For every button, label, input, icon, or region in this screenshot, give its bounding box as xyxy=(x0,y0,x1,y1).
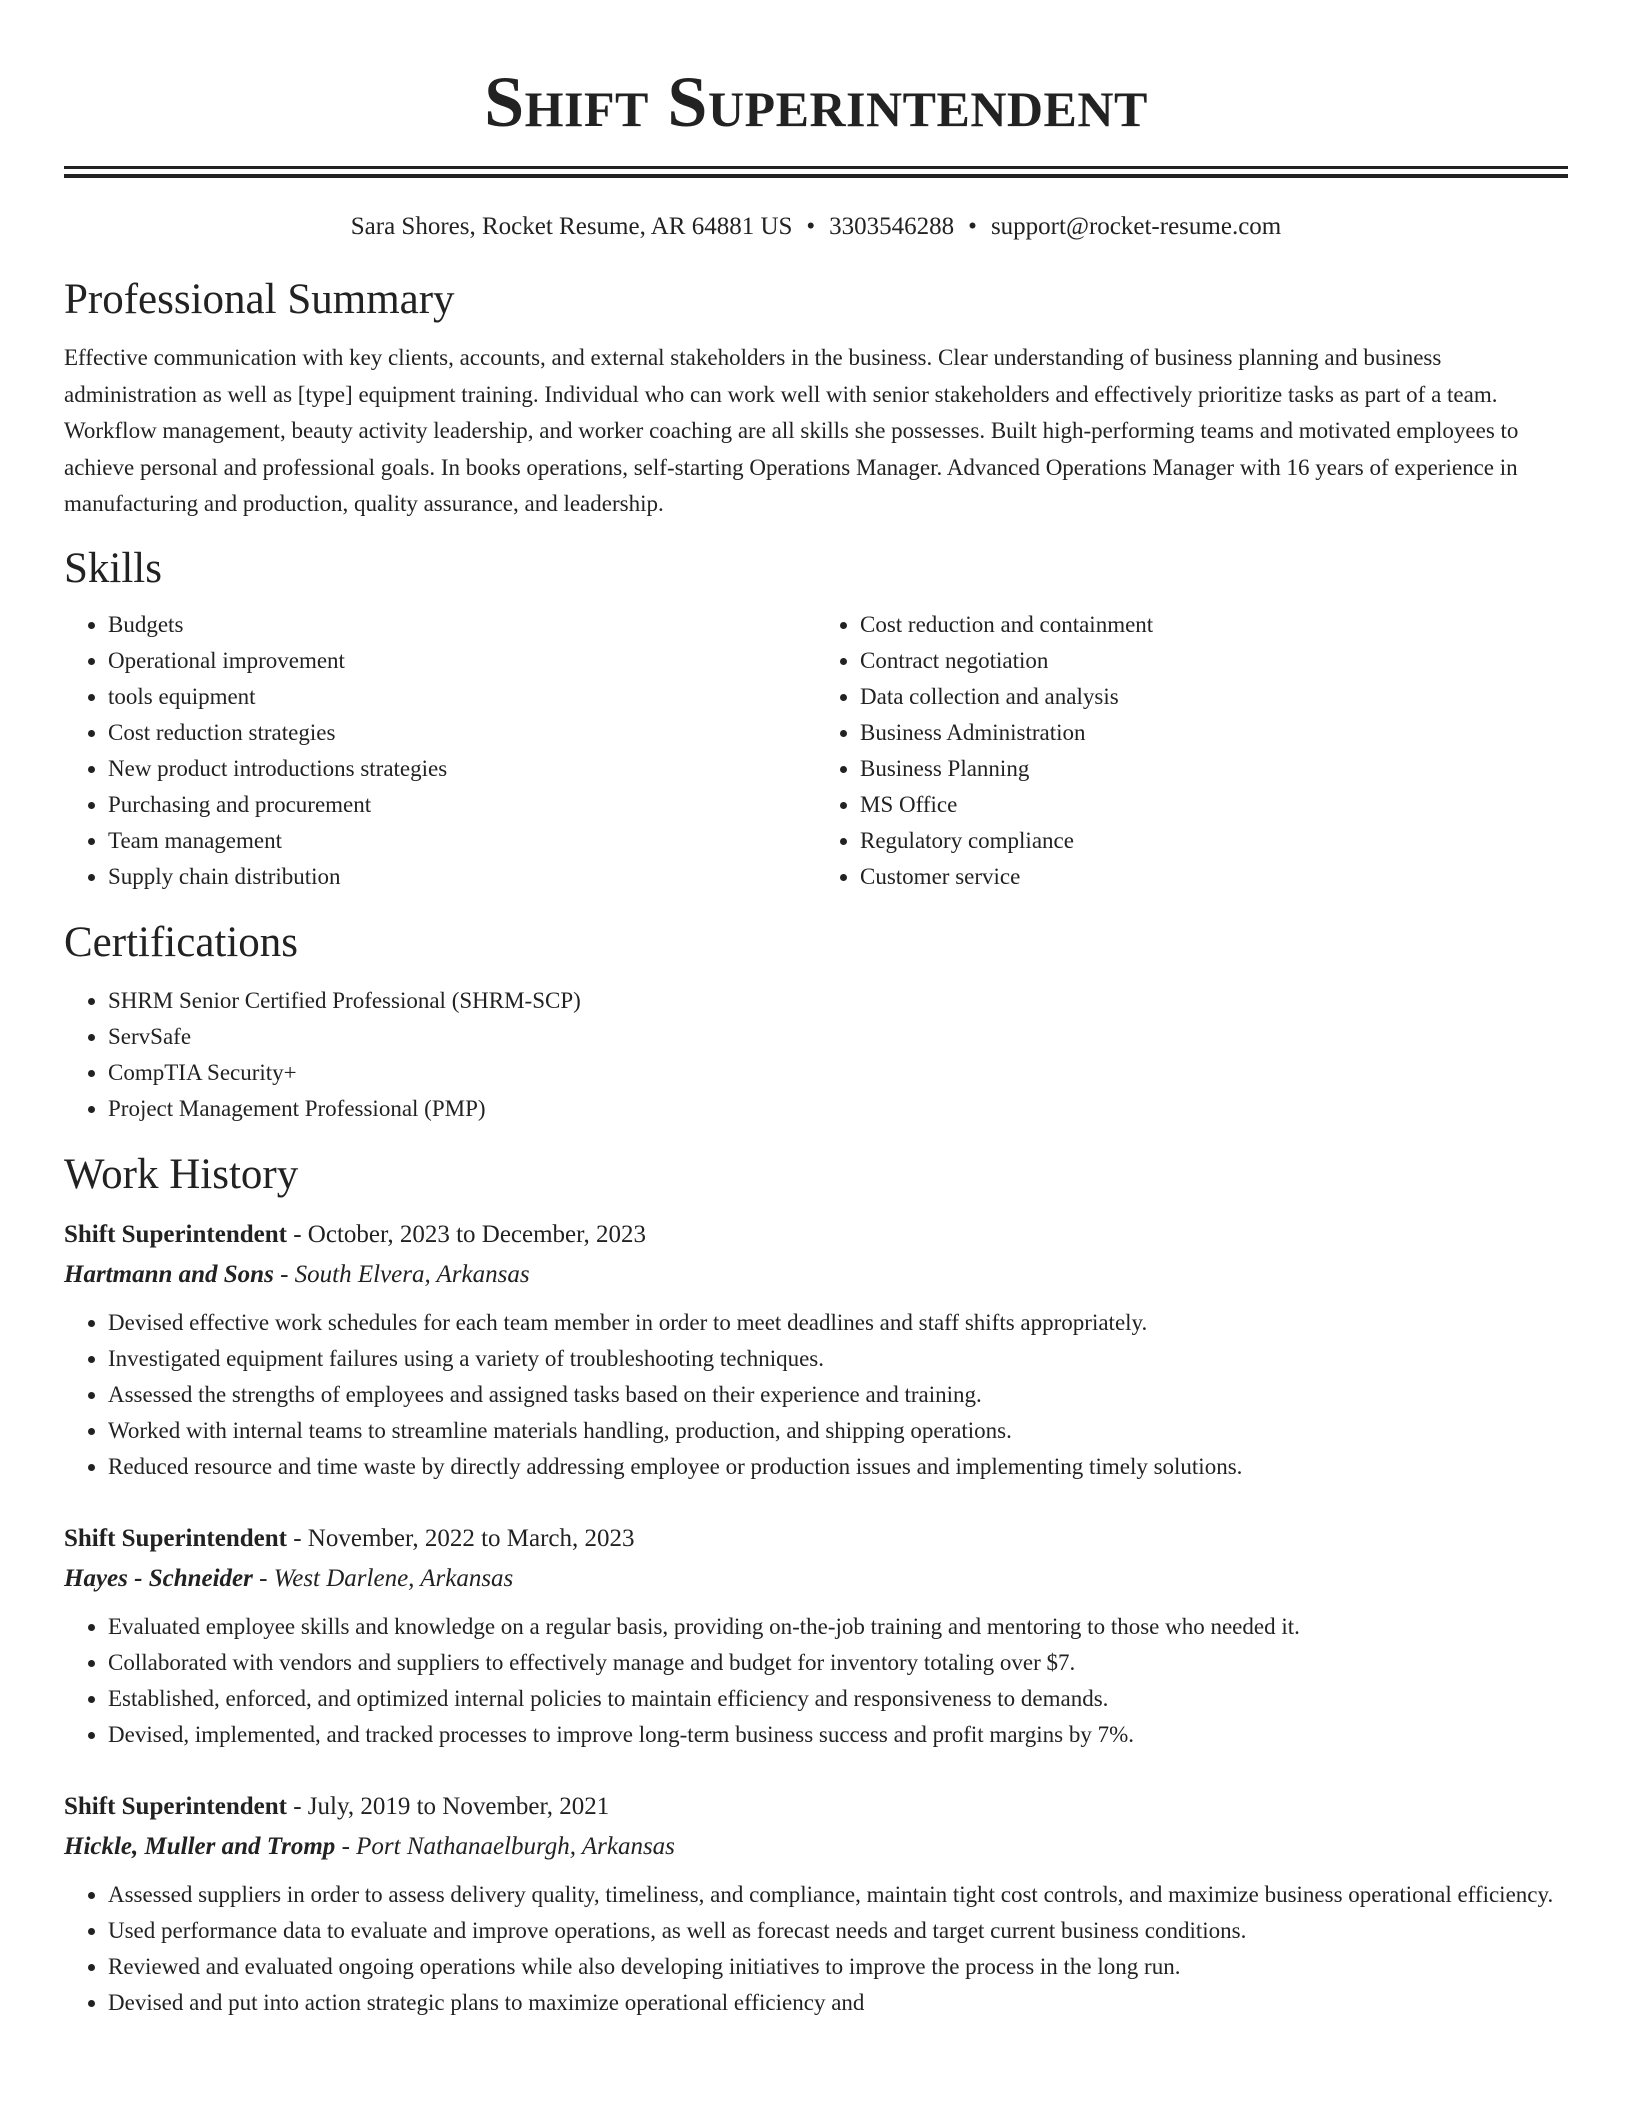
job-company-line: Hickle, Muller and Tromp - Port Nathanaelburgh, Arkansas xyxy=(64,1832,675,1860)
job-location: West Darlene, Arkansas xyxy=(273,1564,514,1592)
contact-phone: 3303546288 xyxy=(829,213,955,240)
job-bullet: • Evaluated employee skills and knowledge on a regular basis, providing on-the-job training and mentoring to those who needed it. xyxy=(108,1609,1568,1645)
skill-item: • Cost reduction strategies xyxy=(108,715,816,751)
skill-item: • Customer service xyxy=(860,859,1568,895)
job-bullet: • Reviewed and evaluated ongoing operations while also developing initiatives to improve the process in the long run. xyxy=(108,1949,1568,1985)
job-bullet: • Worked with internal teams to streamline materials handling, production, and shipping operations. xyxy=(108,1413,1568,1449)
resume-page xyxy=(64,0,1568,2021)
job-company: Hickle, Muller and Tromp xyxy=(64,1832,336,1860)
job-entry xyxy=(64,1215,1568,1485)
skills-heading: Skills xyxy=(64,544,162,592)
job-company-line: Hartmann and Sons - South Elvera, Arkansas xyxy=(64,1260,530,1288)
job-bullet: • Established, enforced, and optimized internal policies to maintain efficiency and responsiveness to demands. xyxy=(108,1681,1568,1717)
skill-item: • tools equipment xyxy=(108,679,816,715)
job-entry xyxy=(64,1519,1568,1753)
job-company: Hartmann and Sons xyxy=(64,1260,274,1288)
skills-columns xyxy=(64,607,1568,895)
professional-summary-text: Effective communication with key clients, accounts, and external stakeholders in the business. Clear understanding of business planning and business administration as well as [type] equipment training. Individual who can work well with senior stakeholders and effectively prioritize tasks as part of a team. Workflow management, beauty activity leadership, and worker coaching are all skills she possesses. Built high-performing teams and motivated employees to achieve personal and professional goals. In books operations, self-starting Operations Manager. Advanced Operations Manager with 16 years of experience in manufacturing and production, quality assurance, and leadership. xyxy=(64,345,1519,516)
skills-list-right xyxy=(816,607,1568,895)
professional-summary-heading: Professional Summary xyxy=(64,276,455,323)
certification-item: • CompTIA Security+ xyxy=(108,1055,1568,1091)
job-location: South Elvera, Arkansas xyxy=(294,1260,530,1288)
skill-item: • Operational improvement xyxy=(108,643,816,679)
job-bullet: • Assessed the strengths of employees and assigned tasks based on their experience and training. xyxy=(108,1377,1568,1413)
contact-line xyxy=(64,210,1568,244)
job-bullets xyxy=(64,1609,1568,1753)
job-bullet: • Devised and put into action strategic plans to maximize operational efficiency and xyxy=(108,1985,1568,2021)
job-bullets xyxy=(64,1305,1568,1485)
job-title-line: Shift Superintendent - October, 2023 to December, 2023 xyxy=(64,1220,646,1248)
skill-item: • Business Administration xyxy=(860,715,1568,751)
job-title: Shift Superintendent xyxy=(64,1792,287,1820)
skill-item: • Purchasing and procurement xyxy=(108,787,816,823)
job-bullet: • Assessed suppliers in order to assess delivery quality, timeliness, and compliance, maintain tight cost controls, and maximize business operational efficiency. xyxy=(108,1877,1568,1913)
skill-item: • MS Office xyxy=(860,787,1568,823)
job-location: Port Nathanaelburgh, Arkansas xyxy=(356,1832,675,1860)
skill-item: • Data collection and analysis xyxy=(860,679,1568,715)
job-title-line: Shift Superintendent - July, 2019 to November, 2021 xyxy=(64,1792,610,1820)
certification-item: • SHRM Senior Certified Professional (SHRM-SCP) xyxy=(108,983,1568,1019)
job-title-line: Shift Superintendent - November, 2022 to March, 2023 xyxy=(64,1524,635,1552)
contact-separator: • xyxy=(806,213,816,240)
job-entry xyxy=(64,1787,1568,2021)
job-title: Shift Superintendent xyxy=(64,1220,287,1248)
work-history-heading: Work History xyxy=(64,1150,299,1198)
certifications-heading: Certifications xyxy=(64,918,299,966)
skills-list-left xyxy=(64,607,816,895)
job-bullet: • Devised, implemented, and tracked processes to improve long-term business success and profit margins by 7%. xyxy=(108,1717,1568,1753)
job-company-line: Hayes - Schneider - West Darlene, Arkansas xyxy=(64,1564,514,1592)
job-title: Shift Superintendent xyxy=(64,1524,287,1552)
job-bullet: • Reduced resource and time waste by directly addressing employee or production issues and implementing timely solutions. xyxy=(108,1449,1568,1485)
skill-item: • Contract negotiation xyxy=(860,643,1568,679)
certification-item: • Project Management Professional (PMP) xyxy=(108,1091,1568,1127)
job-bullet: • Used performance data to evaluate and improve operations, as well as forecast needs and target current business conditions. xyxy=(108,1913,1568,1949)
job-dates: October, 2023 to December, 2023 xyxy=(307,1220,646,1248)
contact-address: Sara Shores, Rocket Resume, AR 64881 US xyxy=(350,213,793,240)
certifications-list xyxy=(64,983,1568,1127)
job-dates: July, 2019 to November, 2021 xyxy=(307,1792,610,1820)
skill-item: • Business Planning xyxy=(860,751,1568,787)
skill-item: • Budgets xyxy=(108,607,816,643)
job-bullets xyxy=(64,1877,1568,2021)
job-bullet: • Devised effective work schedules for each team member in order to meet deadlines and staff shifts appropriately. xyxy=(108,1305,1568,1341)
contact-email[interactable]: support@rocket-resume.com xyxy=(990,213,1282,240)
job-company: Hayes - Schneider xyxy=(64,1564,253,1592)
skill-item: • New product introductions strategies xyxy=(108,751,816,787)
contact-separator: • xyxy=(968,213,977,240)
job-dates: November, 2022 to March, 2023 xyxy=(307,1524,635,1552)
job-bullet: • Investigated equipment failures using a variety of troubleshooting techniques. xyxy=(108,1341,1568,1377)
job-bullet: • Collaborated with vendors and suppliers to effectively manage and budget for inventory totaling over $7. xyxy=(108,1645,1568,1681)
title-double-rule xyxy=(64,166,1568,178)
certification-item: • ServSafe xyxy=(108,1019,1568,1055)
skill-item: • Supply chain distribution xyxy=(108,859,816,895)
skill-item: • Cost reduction and containment xyxy=(860,607,1568,643)
resume-title: Shift Superintendent xyxy=(484,62,1148,142)
skill-item: • Regulatory compliance xyxy=(860,823,1568,859)
skill-item: • Team management xyxy=(108,823,816,859)
